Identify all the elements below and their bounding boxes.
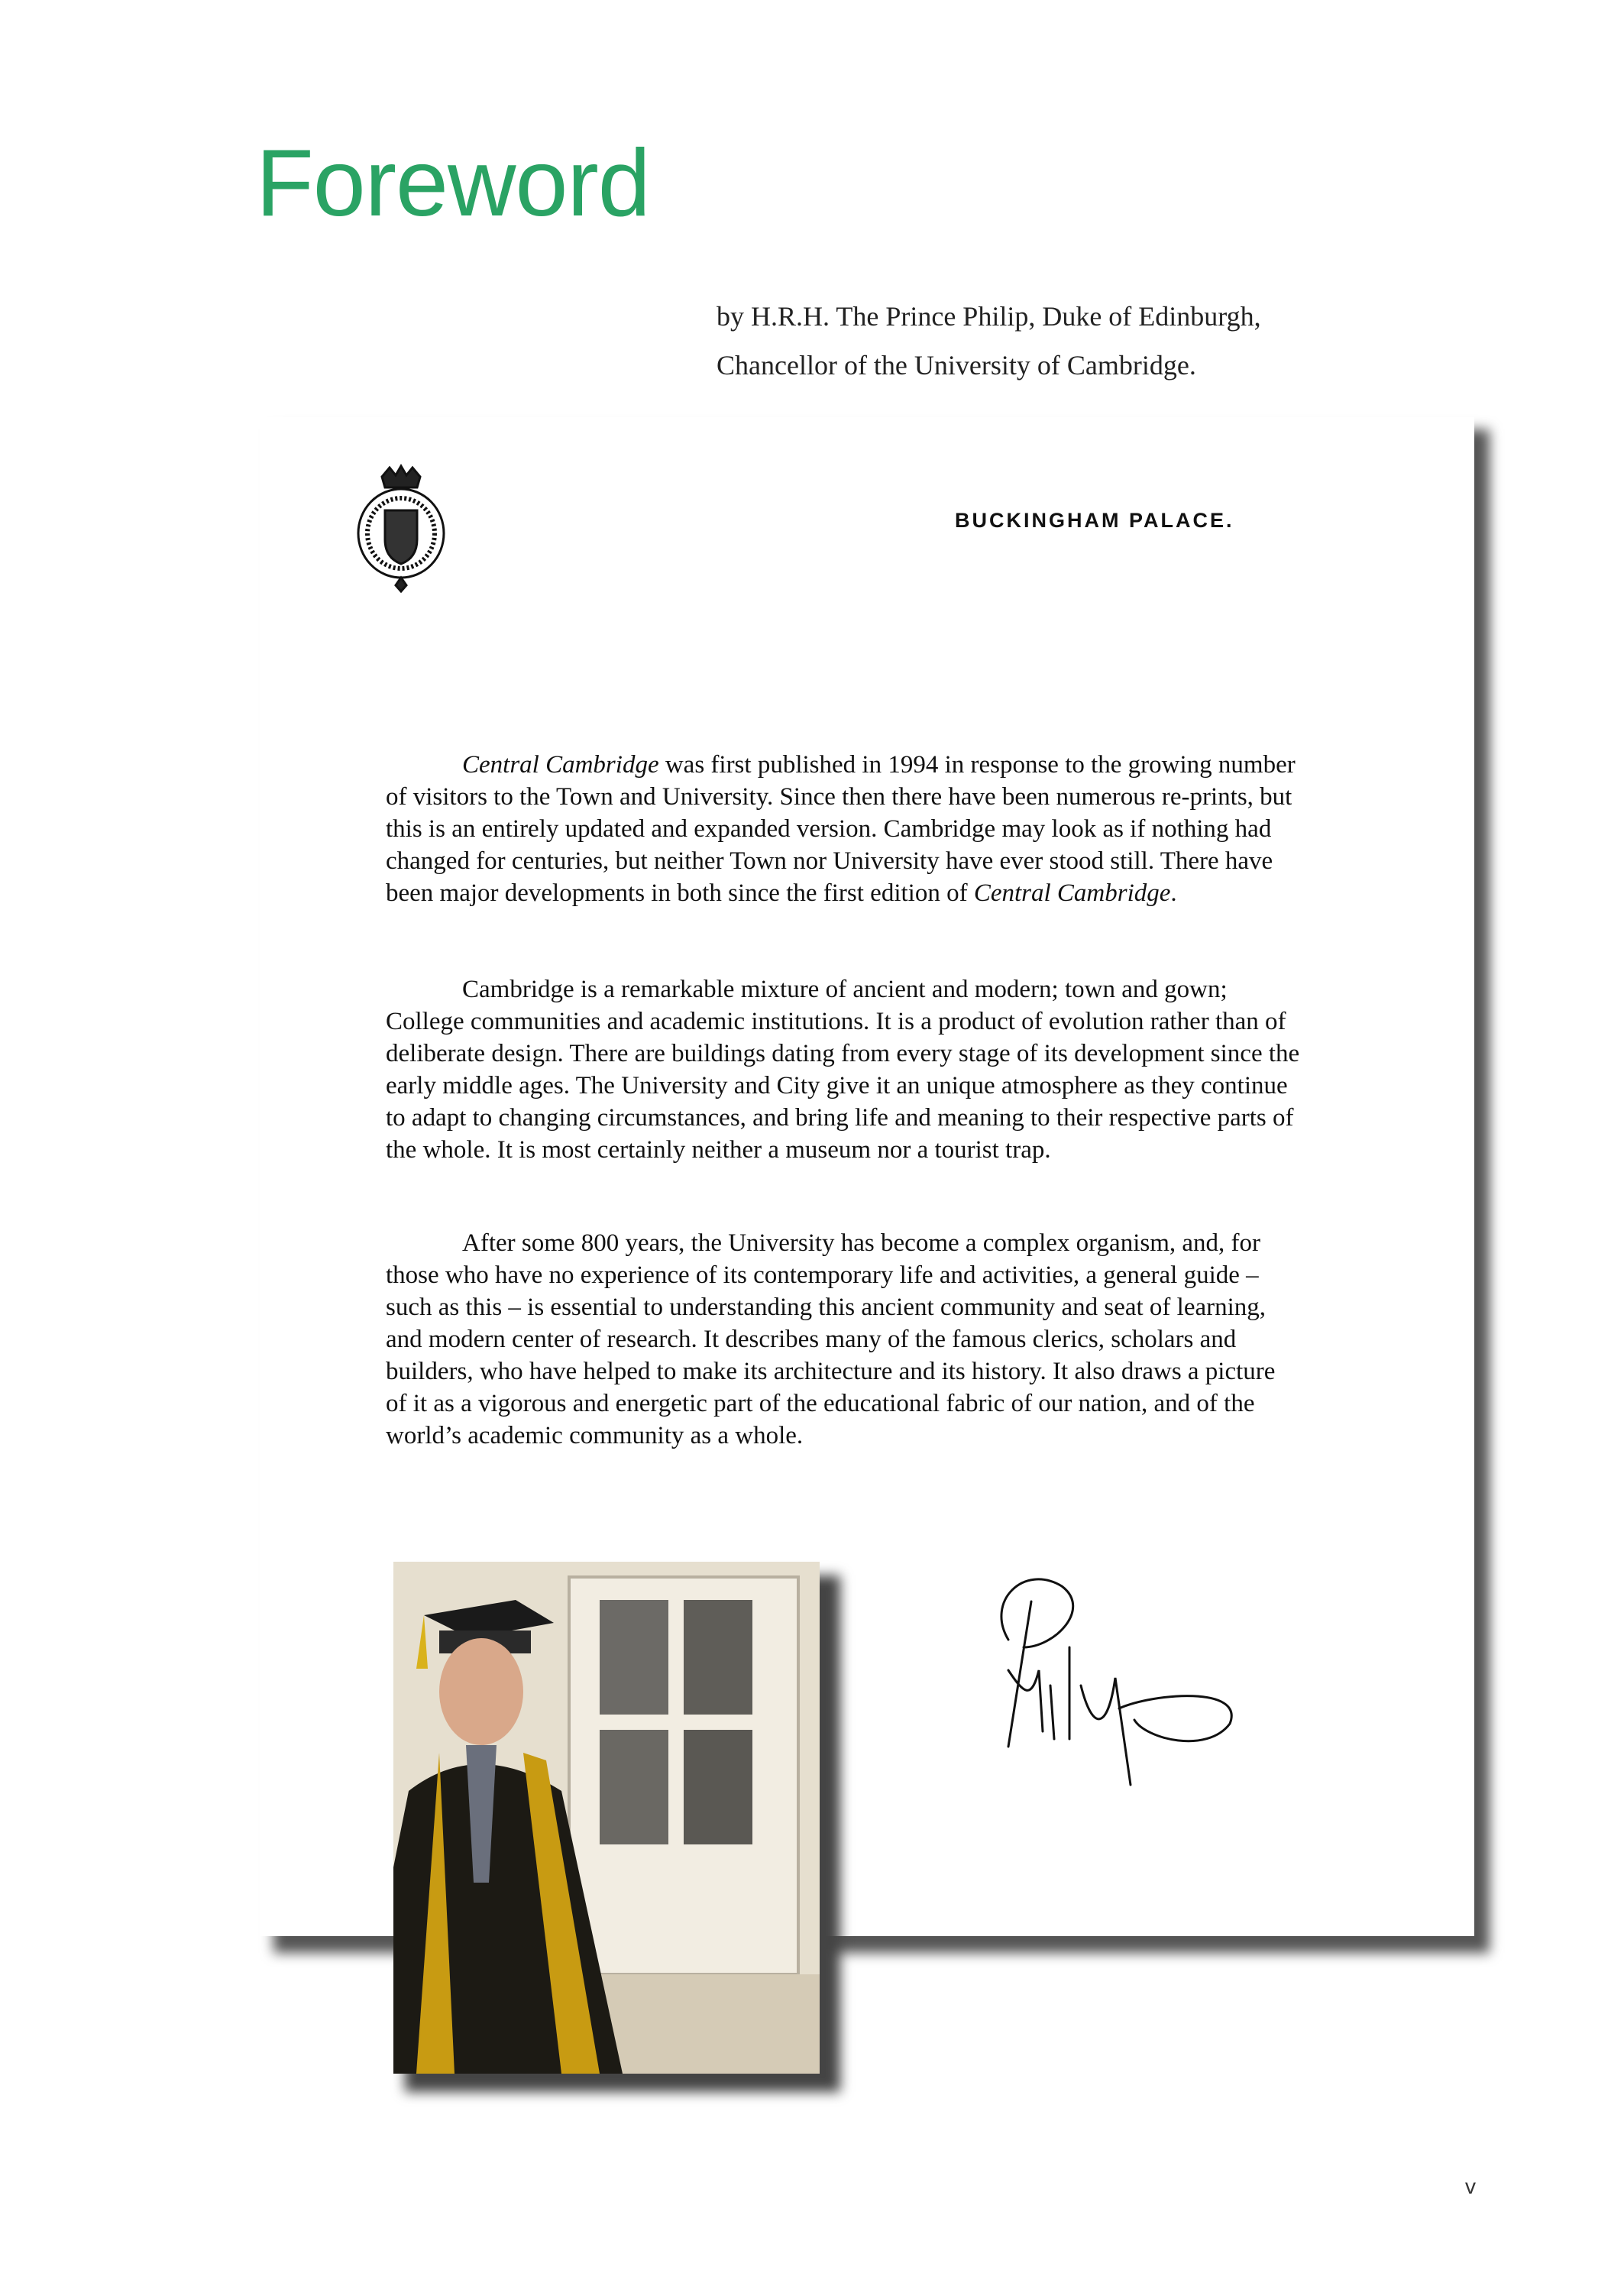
portrait-photo: [393, 1562, 820, 2074]
book-title-italic: Central Cambridge: [462, 751, 659, 779]
page-number: v: [1465, 2175, 1476, 2198]
byline-line-2: Chancellor of the University of Cambridge.: [717, 350, 1196, 380]
book-title-italic: Central Cambridge: [973, 879, 1171, 907]
byline-line-1: by H.R.H. The Prince Philip, Duke of Edinburgh,: [717, 301, 1261, 332]
letter-paragraph-2: [386, 973, 1302, 1166]
portrait-illustration: [393, 1562, 820, 2074]
letterhead: BUCKINGHAM PALACE.: [955, 509, 1234, 532]
letter-paragraph-3: [386, 1227, 1302, 1452]
byline: [717, 292, 1261, 390]
paragraph-text: Cambridge is a remarkable mixture of ancient and modern; town and gown; College communities and academic institutions. It is a product of evolution rather than of deliberate design. There are buildings dating from every stage of its development since the early middle ages. The University and City give it an unique atmosphere as they continue to adapt to changing circumstances, and bring life and meaning to their respective parts of the whole. It is most certainly neither a museum nor a tourist trap.: [386, 976, 1300, 1164]
paragraph-text: After some 800 years, the University has become a complex organism, and, for those who have no experience of its contemporary life and activities, a general guide – such as this – is essential to understanding this ancient community and seat of learning, and modern center of research. It describes many of the famous clerics, scholars and builders, who have helped to make its architecture and its history. It also draws a picture of it as a vigorous and energetic part of the educational fabric of our nation, and of the world’s academic community as a whole.: [386, 1229, 1276, 1449]
page-title: Foreword: [256, 131, 650, 236]
paragraph-text: .: [1170, 879, 1177, 907]
letter-paragraph-1: [386, 749, 1302, 909]
signature: [955, 1556, 1260, 1800]
royal-crest-icon: [351, 463, 451, 593]
paragraph-text: was first published in 1994 in response to the growing number of visitors to the Town and University. Since then there have been numerous re-prints, but this is an entirely updated and expanded version. Cambridge may look as if nothing had changed for centuries, but neither Town nor University have ever stood still. There have been major developments in both since the first edition of: [386, 751, 1296, 907]
